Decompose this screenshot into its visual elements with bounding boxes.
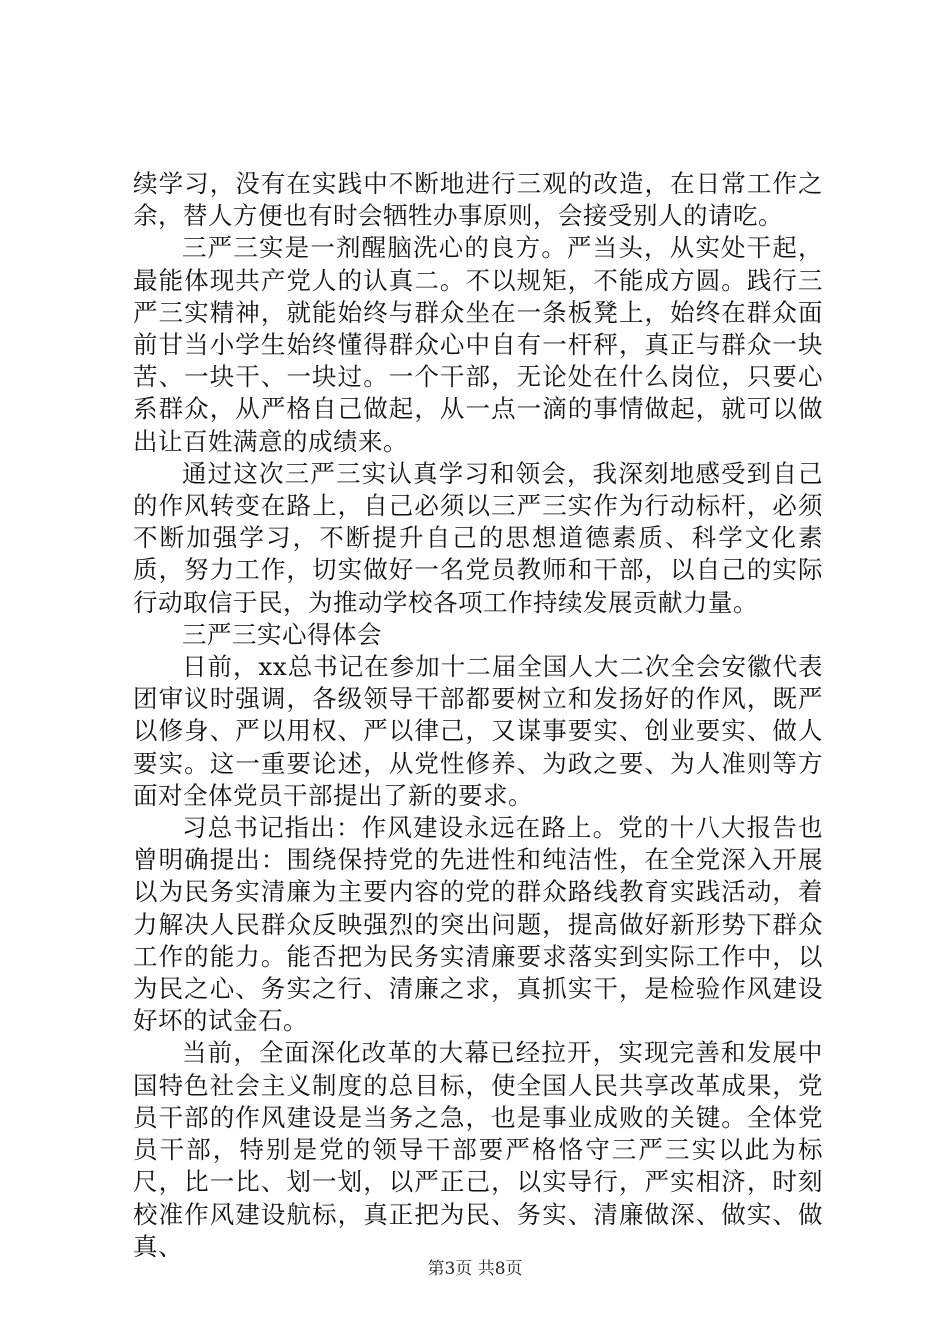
- paragraph: 通过这次三严三实认真学习和领会，我深刻地感受到自己的作风转变在路上，自己必须以三严三实作为行动标杆，必须不断加强学习，不断提升自己的思想道德素质、科学文化素质，努力工作，切实做好一名党员教师和干部，以自己的实际行动取信于民，为推动学校各项工作持续发展贡献力量。: [133, 458, 823, 617]
- section-heading: 三严三实心得体会: [182, 619, 382, 649]
- page-footer: 第3页 共8页: [427, 1259, 523, 1279]
- body-text: [133, 168, 823, 1263]
- paragraph: 日前，xx总书记在参加十二届全国人大二次全会安徽代表团审议时强调，各级领导干部都要树立和发扬好的作风，既严以修身、严以用权、严以律己，又谋事要实、创业要实、做人要实。这一重要论述，从党性修养、为政之要、为人准则等方面对全体党员干部提出了新的要求。: [133, 652, 823, 810]
- paragraph: 当前，全面深化改革的大幕已经拉开，实现完善和发展中国特色社会主义制度的总目标，使全国人民共享改革成果，党员干部的作风建设是当务之急，也是事业成败的关键。全体党员干部，特别是党的领导干部要严格恪守三严三实以此为标尺，比一比、划一划，以严正己，以实导行，严实相济，时刻校准作风建设航标，真正把为民、务实、清廉做深、做实、做真、: [133, 1038, 823, 1261]
- paragraph: 习总书记指出：作风建设永远在路上。党的十八大报告也曾明确提出：围绕保持党的先进性和纯洁性，在全党深入开展以为民务实清廉为主要内容的党的群众路线教育实践活动，着力解决人民群众反映强烈的突出问题，提高做好新形势下群众工作的能力。能否把为民务实清廉要求落实到实际工作中，以为民之心、务实之行、清廉之求，真抓实干，是检验作风建设好坏的试金石。: [133, 813, 823, 1036]
- paragraph: 三严三实是一剂醒脑洗心的良方。严当头，从实处干起，最能体现共产党人的认真二。不以规矩，不能成方圆。践行三严三实精神，就能始终与群众坐在一条板凳上，始终在群众面前甘当小学生始终懂得群众心中自有一杆秤，真正与群众一块苦、一块干、一块过。一个干部，无论处在什么岗位，只要心系群众，从严格自己做起，从一点一滴的事情做起，就可以做出让百姓满意的成绩来。: [133, 233, 823, 456]
- paragraph-continuation: 续学习，没有在实践中不断地进行三观的改造，在日常工作之余，替人方便也有时会牺牲办事原则，会接受别人的请吃。: [133, 169, 823, 231]
